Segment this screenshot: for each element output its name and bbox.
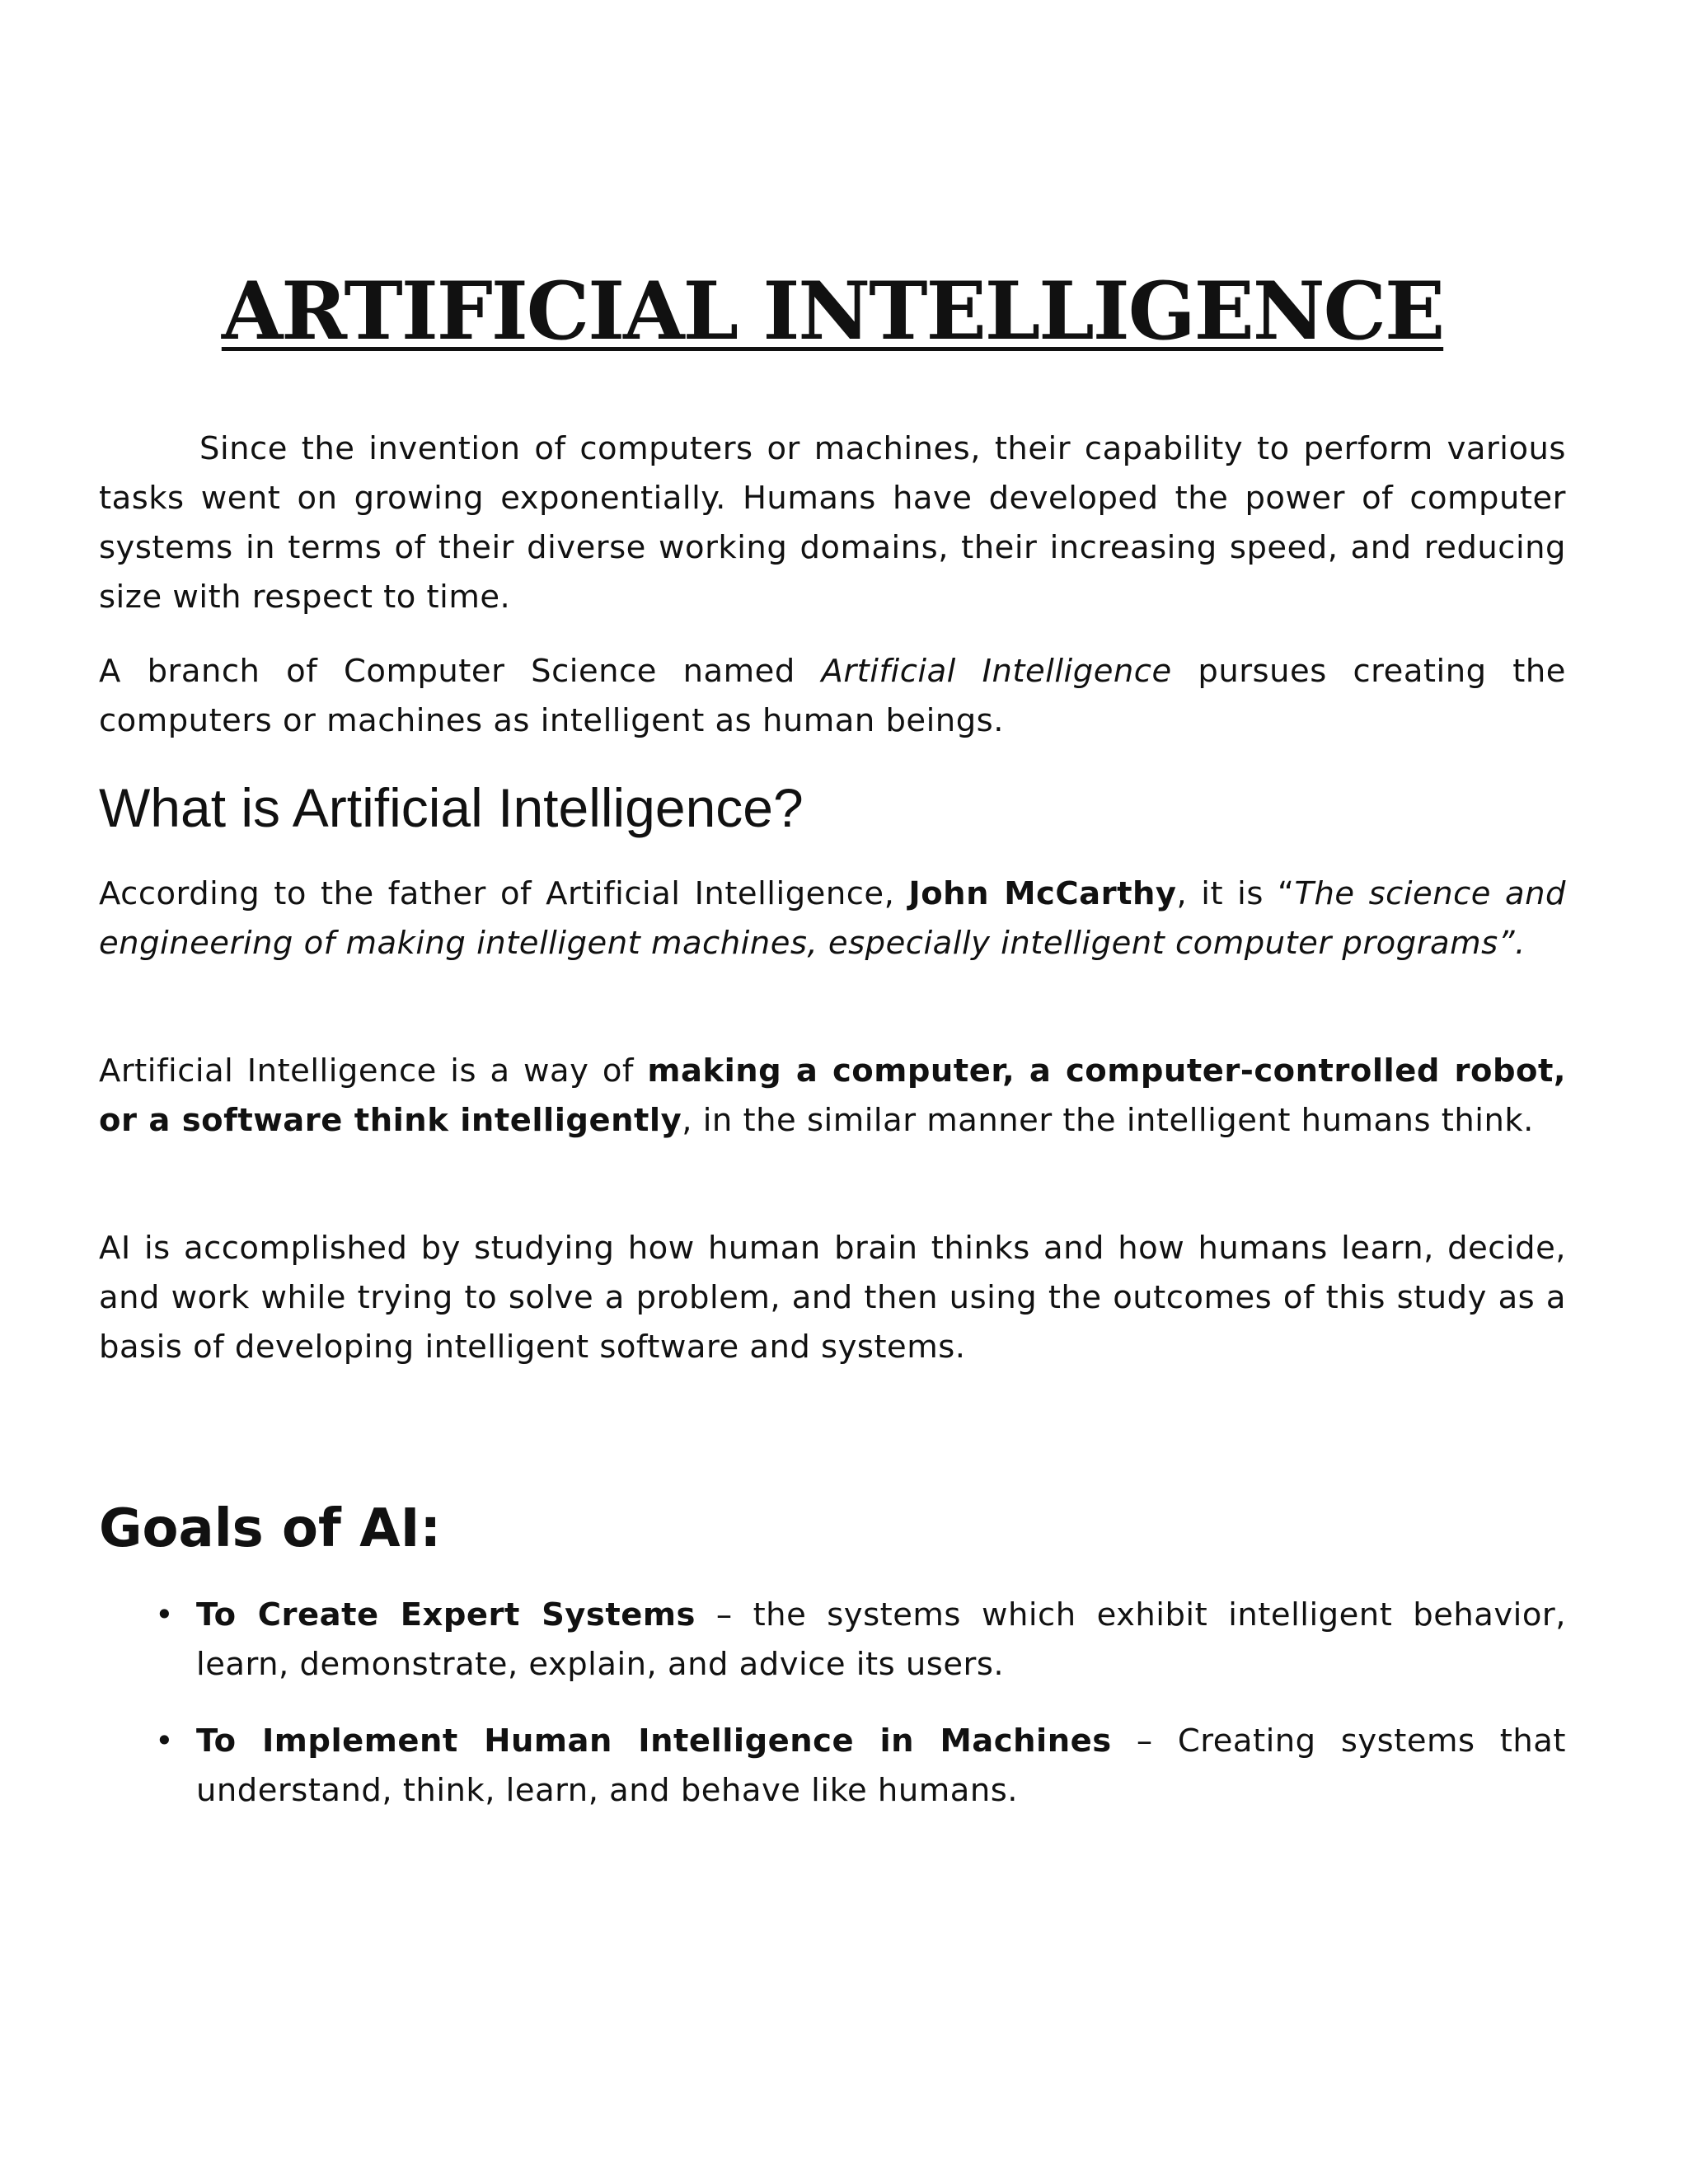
goal-description: – Creating systems that understand, think, learn, and behave like humans. (196, 1722, 1566, 1809)
goal-title: To Create Expert Systems (196, 1596, 696, 1633)
ai-way-text-end: , in the similar manner the intelligent humans think. (682, 1102, 1534, 1139)
ai-way-text-start: Artificial Intelligence is a way of (99, 1052, 648, 1090)
mccarthy-text-start: According to the father of Artificial Intelligence, (99, 875, 909, 912)
page-title (99, 262, 1566, 361)
page-title-text: ARTIFICIAL INTELLIGENCE (221, 265, 1444, 358)
what-is-ai-heading: What is Artificial Intelligence? (99, 777, 804, 838)
ai-way-strong: making a computer, a computer-controlled robot, or a software think intelligently (99, 1052, 1566, 1139)
bullet-icon: • (155, 1722, 174, 1760)
mccarthy-quote: The science and engineering of making intelligent machines, especially intelligent computer programs”. (99, 875, 1566, 962)
ai-way-paragraph (99, 1047, 1566, 1146)
ai-branch-paragraph (99, 647, 1566, 746)
bullet-icon: • (155, 1596, 174, 1633)
goals-heading: Goals of AI: (99, 1498, 442, 1559)
mccarthy-text-mid: , it is “ (1176, 875, 1295, 912)
goal-description: – the systems which exhibit intelligent behavior, learn, demonstrate, explain, and advice its users. (196, 1596, 1566, 1683)
goal-text (196, 1717, 1566, 1816)
ai-branch-text-start: A branch of Computer Science named (99, 653, 822, 690)
goal-title: To Implement Human Intelligence in Machines (196, 1722, 1112, 1760)
ai-branch-text-end: pursues creating the computers or machines as intelligent as human beings. (99, 653, 1566, 739)
document-page (99, 0, 1566, 2184)
intro-paragraph: Since the invention of computers or machines, their capability to perform various tasks went on growing exponentially. Humans have developed the power of computer systems in terms of their diverse working domains, their increasing speed, and reducing size with respect to time. (99, 430, 1566, 616)
mccarthy-name: John McCarthy (908, 875, 1177, 912)
ai-accomplished-paragraph: AI is accomplished by studying how human brain thinks and how humans learn, decide, and work while trying to solve a problem, and then using the outcomes of this study as a basis of developing intelligent software and systems. (99, 1230, 1566, 1366)
mccarthy-definition-paragraph (99, 869, 1566, 968)
ai-branch-emphasis: Artificial Intelligence (821, 653, 1172, 690)
goal-text (196, 1591, 1566, 1690)
